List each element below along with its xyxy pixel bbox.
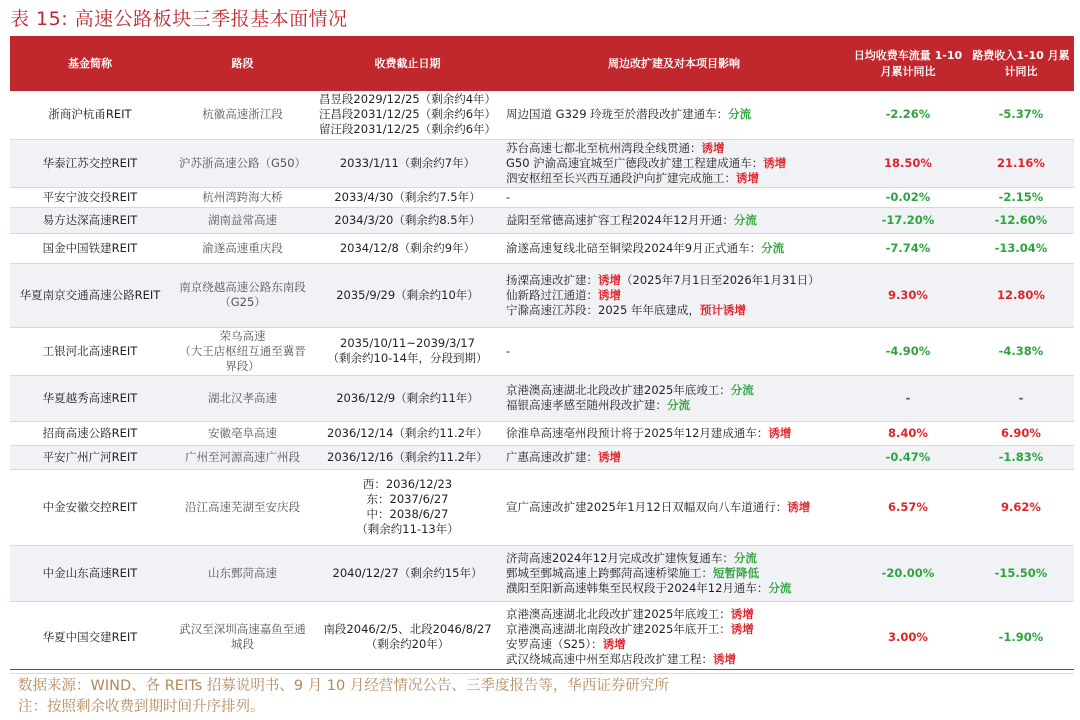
table-row: [10, 91, 1074, 139]
road-cell: [170, 187, 315, 207]
impact-line: [506, 383, 845, 398]
traffic-yoy-cell: 3.00%: [848, 601, 968, 673]
impact-tag: 分流: [733, 550, 757, 565]
toll-end-date-cell: [315, 421, 500, 445]
impact-cell: [500, 545, 848, 601]
header-toll: 路费收入1-10 月累计同比: [968, 37, 1074, 91]
impact-text: 扬溧高速改扩建：: [506, 272, 598, 287]
toll-end-date-cell: [315, 545, 500, 601]
impact-line: [506, 141, 845, 156]
road-line: 荣乌高速: [219, 328, 266, 343]
toll-yoy-cell: -: [968, 375, 1074, 421]
impact-tag: 诱增: [763, 155, 787, 170]
date-line: 2036/12/14（剩余约11.2年）: [327, 425, 488, 440]
source-note: 数据来源：WIND、各 REITs 招募说明书、9 月 10 月经营情况公告、三季度报告等，华西证券研究所: [18, 678, 669, 694]
toll-yoy-cell: -13.04%: [968, 233, 1074, 263]
fund-name-cell: [10, 445, 170, 469]
fund-name: 华夏南京交通高速公路REIT: [19, 287, 161, 302]
header-traffic: 日均收费车流量 1-10月累计同比: [848, 37, 968, 91]
table-header-row: [10, 37, 1074, 91]
road-line: 武汉至深圳高速嘉鱼至通: [179, 622, 306, 636]
road-line: （G25）: [219, 295, 266, 309]
date-line: 2035/9/29（剩余约10年）: [336, 287, 479, 302]
traffic-yoy-cell: -0.02%: [848, 187, 968, 207]
traffic-yoy-cell: -17.20%: [848, 207, 968, 233]
impact-tag: 分流: [730, 383, 754, 397]
fund-name-cell: [10, 139, 170, 187]
table-row: [10, 139, 1074, 187]
traffic-yoy-cell: -: [848, 375, 968, 421]
date-line: 2034/3/20（剩余约8.5年）: [334, 212, 481, 227]
impact-cell: [500, 187, 848, 207]
impact-cell: [500, 421, 848, 445]
toll-yoy-cell: -2.15%: [968, 187, 1074, 207]
date-line: 中：2038/6/27: [366, 507, 449, 521]
fund-name-cell: [10, 601, 170, 673]
table-row: [10, 601, 1074, 673]
road-line: 界段）: [225, 358, 260, 373]
toll-yoy-cell: -12.60%: [968, 207, 1074, 233]
fund-name: 易方达深高速REIT: [42, 212, 138, 227]
impact-line: [506, 344, 845, 359]
impact-text: 苏台高速七都北至杭州湾段全线贯通：: [506, 140, 702, 155]
toll-yoy-cell: 12.80%: [968, 263, 1074, 327]
header-road: 路段: [170, 37, 315, 91]
traffic-yoy-cell: -0.47%: [848, 445, 968, 469]
impact-line: [506, 156, 845, 171]
impact-tag: 分流: [768, 580, 792, 595]
toll-end-date-cell: [315, 139, 500, 187]
toll-end-date-cell: [315, 207, 500, 233]
impact-line: [506, 213, 845, 228]
road-line: （大王店枢纽互通至冀晋: [179, 343, 306, 358]
impact-tag: 诱增: [768, 425, 792, 440]
impact-cell: [500, 469, 848, 545]
road-cell: [170, 139, 315, 187]
impact-tag: 诱增: [730, 622, 754, 636]
impact-tag: 分流: [728, 107, 752, 122]
toll-end-date-cell: [315, 327, 500, 375]
impact-cell: [500, 327, 848, 375]
road-cell: [170, 601, 315, 673]
fund-name-cell: [10, 207, 170, 233]
traffic-yoy-cell: -4.90%: [848, 327, 968, 375]
table-row: [10, 233, 1074, 263]
impact-tag: 诱增: [787, 499, 811, 514]
impact-tag: 预计诱增: [699, 302, 746, 317]
traffic-yoy-cell: 8.40%: [848, 421, 968, 445]
impact-text: 济菏高速2024年12月完成改扩建恢复通车：: [506, 550, 734, 565]
fund-name: 招商高速公路REIT: [42, 425, 138, 440]
road-cell: [170, 233, 315, 263]
toll-end-date-cell: [315, 233, 500, 263]
toll-yoy-cell: 21.16%: [968, 139, 1074, 187]
traffic-yoy-cell: 18.50%: [848, 139, 968, 187]
road-line: 山东鄄菏高速: [208, 565, 277, 580]
fund-name-cell: [10, 327, 170, 375]
toll-end-date-cell: [315, 469, 500, 545]
traffic-yoy-cell: 9.30%: [848, 263, 968, 327]
road-cell: [170, 545, 315, 601]
impact-tag: 诱增: [730, 607, 754, 621]
impact-line: [506, 241, 845, 256]
toll-end-date-cell: [315, 445, 500, 469]
table-row: [10, 327, 1074, 375]
date-line: 西：2036/12/23: [362, 477, 453, 491]
table-row: [10, 469, 1074, 545]
fund-name-cell: [10, 375, 170, 421]
date-line: 昌昱段2029/12/25（剩余约4年）: [318, 92, 497, 107]
road-line: 沿江高速芜湖至安庆段: [185, 499, 300, 514]
date-line: （剩余约11-13年）: [356, 522, 459, 536]
toll-yoy-cell: 6.90%: [968, 421, 1074, 445]
table-row: [10, 375, 1074, 421]
impact-line: [506, 622, 845, 637]
date-line: （剩余约10-14年，分段到期）: [327, 351, 488, 365]
road-line: 南京绕越高速公路东南段: [179, 280, 306, 294]
impact-text: 鄄城至鄄城高速上跨鄄菏高速桥梁施工：: [506, 565, 713, 580]
toll-end-date-cell: [315, 187, 500, 207]
header-impact: 周边改扩建及对本项目影响: [500, 37, 848, 91]
impact-line: [506, 426, 845, 441]
toll-yoy-cell: -4.38%: [968, 327, 1074, 375]
fund-name-cell: [10, 421, 170, 445]
date-line: 2033/4/30（剩余约7.5年）: [334, 189, 481, 204]
road-line: 沪苏浙高速公路（G50）: [178, 155, 307, 170]
impact-line: [506, 107, 845, 122]
road-line: 城段: [231, 637, 254, 651]
table-row: [10, 187, 1074, 207]
impact-text: 安罗高速（S25）：: [506, 637, 603, 651]
impact-cell: [500, 601, 848, 673]
road-cell: [170, 375, 315, 421]
impact-tag: 诱增: [602, 637, 626, 651]
impact-line: [506, 398, 845, 413]
date-line: 2040/12/27（剩余约15年）: [332, 565, 483, 580]
header-date: 收费截止日期: [315, 37, 500, 91]
date-line: 东：2037/6/27: [366, 492, 449, 506]
table-row: [10, 263, 1074, 327]
impact-line: [506, 652, 845, 667]
road-line: 湖南益常高速: [208, 212, 277, 227]
impact-text: 广惠高速改扩建：: [506, 449, 598, 464]
table-body: [10, 91, 1074, 673]
fund-name: 华夏越秀高速REIT: [42, 390, 138, 405]
impact-text: （2025年7月1日至2026年1月31日）: [621, 272, 820, 287]
toll-end-date-cell: [315, 263, 500, 327]
road-cell: [170, 421, 315, 445]
fund-name: 华泰江苏交控REIT: [42, 155, 138, 170]
traffic-yoy-cell: -2.26%: [848, 91, 968, 139]
date-line: 2036/12/16（剩余约11.2年）: [327, 449, 488, 464]
impact-cell: [500, 233, 848, 263]
impact-tag: 分流: [667, 398, 690, 412]
impact-line: [506, 171, 845, 186]
fund-name: 工银河北高速REIT: [42, 343, 138, 358]
impact-line: [506, 273, 845, 288]
fund-name-cell: [10, 263, 170, 327]
impact-cell: [500, 91, 848, 139]
road-line: 杭徽高速浙江段: [202, 107, 283, 122]
fund-name: 中金山东高速REIT: [42, 565, 138, 580]
date-line: （剩余约20年）: [365, 637, 450, 651]
impact-text: 濮阳至阳新高速韩集至民权段于2024年12月通车：: [506, 580, 769, 595]
traffic-yoy-cell: 6.57%: [848, 469, 968, 545]
fund-name-cell: [10, 469, 170, 545]
fund-name-cell: [10, 91, 170, 139]
toll-yoy-cell: -1.83%: [968, 445, 1074, 469]
impact-tag: 诱增: [736, 170, 759, 185]
impact-text: 周边国道 G329 玲珑至於潜段改扩建通车：: [506, 107, 729, 122]
impact-text: 宁滁高速江苏段：2025 年年底建成，: [506, 302, 700, 317]
toll-yoy-cell: -1.90%: [968, 601, 1074, 673]
impact-line: [506, 566, 845, 581]
road-cell: [170, 327, 315, 375]
impact-text: 徐淮阜高速亳州段预计将于2025年12月建成通车：: [506, 425, 769, 440]
traffic-yoy-cell: -7.74%: [848, 233, 968, 263]
road-line: 广州至河源高速广州段: [185, 449, 300, 464]
table-row: [10, 207, 1074, 233]
toll-yoy-cell: -15.50%: [968, 545, 1074, 601]
impact-cell: [500, 445, 848, 469]
impact-text: 仙新路过江通道：: [506, 287, 598, 302]
date-line: 汪昌段2031/12/25（剩余约6年）: [318, 107, 497, 122]
road-line: 安徽亳阜高速: [208, 425, 277, 440]
table-row: [10, 421, 1074, 445]
bottom-divider: [10, 669, 1074, 670]
road-cell: [170, 91, 315, 139]
date-line: 2034/12/8（剩余约9年）: [339, 240, 476, 255]
impact-line: [506, 450, 845, 465]
toll-yoy-cell: -5.37%: [968, 91, 1074, 139]
impact-line: [506, 607, 845, 622]
impact-tag: 短暂降低: [713, 565, 759, 580]
impact-text: -: [506, 189, 511, 204]
table-row: [10, 445, 1074, 469]
table-title: 表 15: 高速公路板块三季报基本面情况: [10, 8, 348, 30]
impact-text: 武汉绕城高速中州至郑店段改扩建工程：: [506, 652, 713, 666]
impact-text: 宣广高速改扩建2025年1月12日双幅双向八车道通行：: [506, 499, 788, 514]
road-cell: [170, 445, 315, 469]
impact-text: G50 沪渝高速宜城至广德段改扩建工程建成通车：: [506, 155, 764, 170]
impact-line: [506, 288, 845, 303]
fund-name-cell: [10, 233, 170, 263]
toll-end-date-cell: [315, 91, 500, 139]
fund-name-cell: [10, 187, 170, 207]
road-cell: [170, 469, 315, 545]
date-line: 2033/1/11（剩余约7年）: [339, 155, 476, 170]
impact-line: [506, 190, 845, 205]
impact-cell: [500, 207, 848, 233]
impact-tag: 分流: [733, 212, 757, 227]
fund-name-cell: [10, 545, 170, 601]
impact-text: 京港澳高速湖北北段改扩建2025年底竣工：: [506, 383, 731, 397]
impact-tag: 诱增: [701, 140, 725, 155]
impact-text: 福银高速孝感至随州段改扩建：: [506, 398, 667, 412]
fund-name: 平安宁波交投REIT: [42, 189, 138, 204]
fund-name: 国金中国铁建REIT: [42, 240, 138, 255]
fund-name: 平安广州广河REIT: [42, 449, 138, 464]
impact-line: [506, 303, 845, 318]
impact-text: 益阳至常德高速扩容工程2024年12月开通：: [506, 212, 734, 227]
impact-line: [506, 581, 845, 596]
date-line: 2035/10/11~2039/3/17: [340, 336, 475, 350]
impact-cell: [500, 375, 848, 421]
road-line: 湖北汉孝高速: [208, 390, 277, 405]
fund-name: 华夏中国交建REIT: [42, 629, 138, 644]
impact-tag: 诱增: [713, 652, 736, 666]
impact-text: 泗安枢纽至长兴西互通段沪向扩建完成施工：: [506, 170, 736, 185]
table-row: [10, 545, 1074, 601]
fund-name: 浙商沪杭甬REIT: [48, 107, 132, 122]
date-line: 留汪段2031/12/25（剩余约6年）: [318, 122, 497, 137]
date-line: 2036/12/9（剩余约11年）: [336, 390, 479, 405]
header-fund: 基金简称: [10, 37, 170, 91]
impact-text: 京港澳高速湖北南段改扩建2025年底开工：: [506, 622, 731, 636]
road-line: 渝遂高速重庆段: [202, 240, 283, 255]
toll-end-date-cell: [315, 375, 500, 421]
toll-yoy-cell: 9.62%: [968, 469, 1074, 545]
road-cell: [170, 207, 315, 233]
impact-tag: 分流: [761, 240, 785, 255]
date-line: 南段2046/2/5、北段2046/8/27: [323, 622, 492, 636]
impact-tag: 诱增: [598, 272, 621, 287]
impact-line: [506, 637, 845, 652]
impact-cell: [500, 139, 848, 187]
impact-text: 渝遂高速复线北碚至铜梁段2024年9月正式通车：: [506, 240, 762, 255]
impact-line: [506, 500, 845, 515]
impact-cell: [500, 263, 848, 327]
road-cell: [170, 263, 315, 327]
toll-end-date-cell: [315, 601, 500, 673]
impact-text: 京港澳高速湖北北段改扩建2025年底竣工：: [506, 607, 731, 621]
highway-reit-table: [10, 37, 1074, 674]
impact-line: [506, 551, 845, 566]
traffic-yoy-cell: -20.00%: [848, 545, 968, 601]
ordering-note: 注：按照剩余收费到期时间升序排列。: [18, 699, 265, 715]
road-line: 杭州湾跨海大桥: [202, 189, 283, 204]
impact-tag: 诱增: [598, 449, 621, 464]
fund-name: 中金安徽交控REIT: [42, 499, 138, 514]
impact-text: -: [506, 343, 511, 358]
impact-tag: 诱增: [598, 287, 621, 302]
